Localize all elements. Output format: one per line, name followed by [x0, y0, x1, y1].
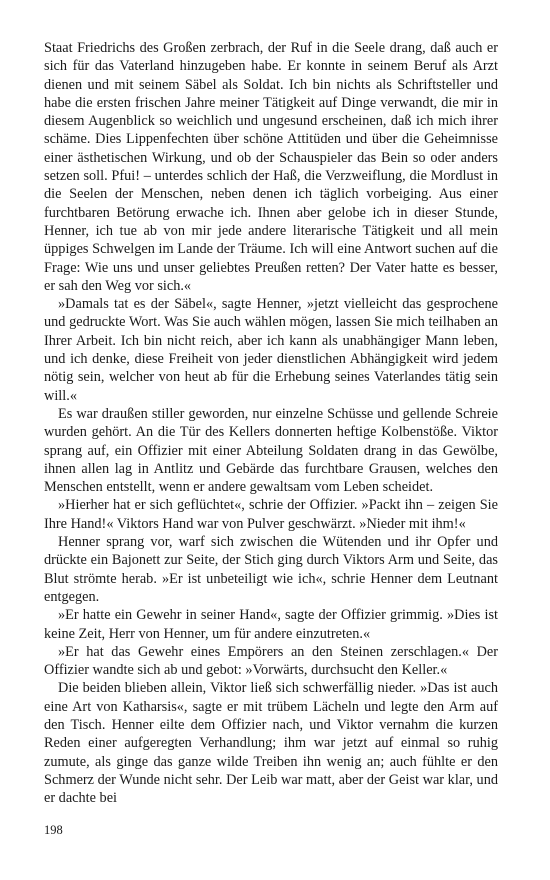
paragraph: »Damals tat es der Säbel«, sagte Henner, »jetzt vielleicht das gesprochene und gedruckte Wort. Was Sie auch wählen mögen, lassen Sie mich teilhaben an Ihrer Arbeit. Ich bin nicht reich, aber ich kann als unabhängiger Mann leben, und ich denke, diese Freiheit von jeder dienstlichen Abhängigkeit wird jedem nötig sein, welcher von heut ab für die Erhebung seines Vaterlandes tätig sein will.«	[44, 296, 498, 404]
page-number: 198	[44, 823, 63, 837]
paragraph: Staat Friedrichs des Großen zerbrach, der Ruf in die Seele drang, daß auch er sich für das Vaterland hinzugeben habe. Er konnte in seinem Beruf als Arzt dienen und mit seinem Säbel als Soldat. Ich bin nichts als Schriftsteller und habe die ersten frischen Jahre meiner Tätigkeit auf Dinge verwandt, die mir in diesem Augenblick so weichlich und ungesund erscheinen, daß ich mich ihrer schäme. Dies Lippenfechten über schöne Attitüden und über die Geheimnisse einer ästhetischen Wirkung, und ob der Schauspieler das Bein so oder anders setzen soll. Pfui! – unterdes schlich der Haß, die Verzweiflung, die Mordlust in die Seelen der Menschen, neben denen ich täglich vorbeiging. Aus einer furchtbaren Betörung erwache ich. Ihnen aber gelobe ich in dieser Stunde, Henner, ich tue ab von mir jede andere literarische Tätigkeit und all mein üppiges Schwelgen im Lande der Träume. Ich will eine Antwort suchen auf die Frage: Wie uns und unser geliebtes Preußen retten? Der Vater hatte es besser, er sah den Weg vor sich.«	[44, 40, 498, 294]
paragraph: »Er hatte ein Gewehr in seiner Hand«, sagte der Offizier grimmig. »Dies ist keine Zeit, Herr von Henner, um für andere einzutreten.«	[44, 607, 498, 642]
paragraph: Die beiden blieben allein, Viktor ließ sich schwerfällig nieder. »Das ist auch eine Art von Katharsis«, sagte er mit trübem Lächeln und legte den Arm auf den Tisch. Henner eilte dem Offizier nach, und Viktor vernahm die kurzen Reden einer aufgeregten Verhandlung; ihm war jetzt auf einmal so ruhig zumute, als ginge das ganze wilde Treiben ihn wenig an; auch fühlte er den Schmerz der Wunde nicht sehr. Der Leib war matt, aber der Geist war klar, und er dachte bei	[44, 680, 498, 807]
paragraph: »Hierher hat er sich geflüchtet«, schrie der Offizier. »Packt ihn – zeigen Sie Ihre Hand!« Viktors Hand war von Pulver geschwärzt. »Nieder mit ihm!«	[44, 497, 498, 532]
paragraph: Es war draußen stiller geworden, nur einzelne Schüsse und gellende Schreie wurden gehört. An die Tür des Kellers donnerten heftige Kolbenstöße. Viktor sprang auf, ein Offizier mit einer Abteilung Soldaten drang in das Gewölbe, ihnen allen lag in Antlitz und Gebärde das furchtbare Grausen, welches den Menschen entstellt, wenn er andere gewaltsam vom Leben scheidet.	[44, 405, 498, 496]
paragraph: »Er hat das Gewehr eines Empörers an den Steinen zerschlagen.« Der Offizier wandte sich ab und gebot: »Vorwärts, durchsucht den Keller.«	[44, 643, 498, 679]
page-body	[44, 39, 498, 807]
paragraph: Henner sprang vor, warf sich zwischen die Wütenden und ihr Opfer und drückte ein Bajonett zur Seite, der Stich ging durch Viktors Arm und Seite, das Blut strömte herab. »Er ist unbeteiligt wie ich«, schrie Henner dem Leutnant entgegen.	[44, 534, 498, 605]
